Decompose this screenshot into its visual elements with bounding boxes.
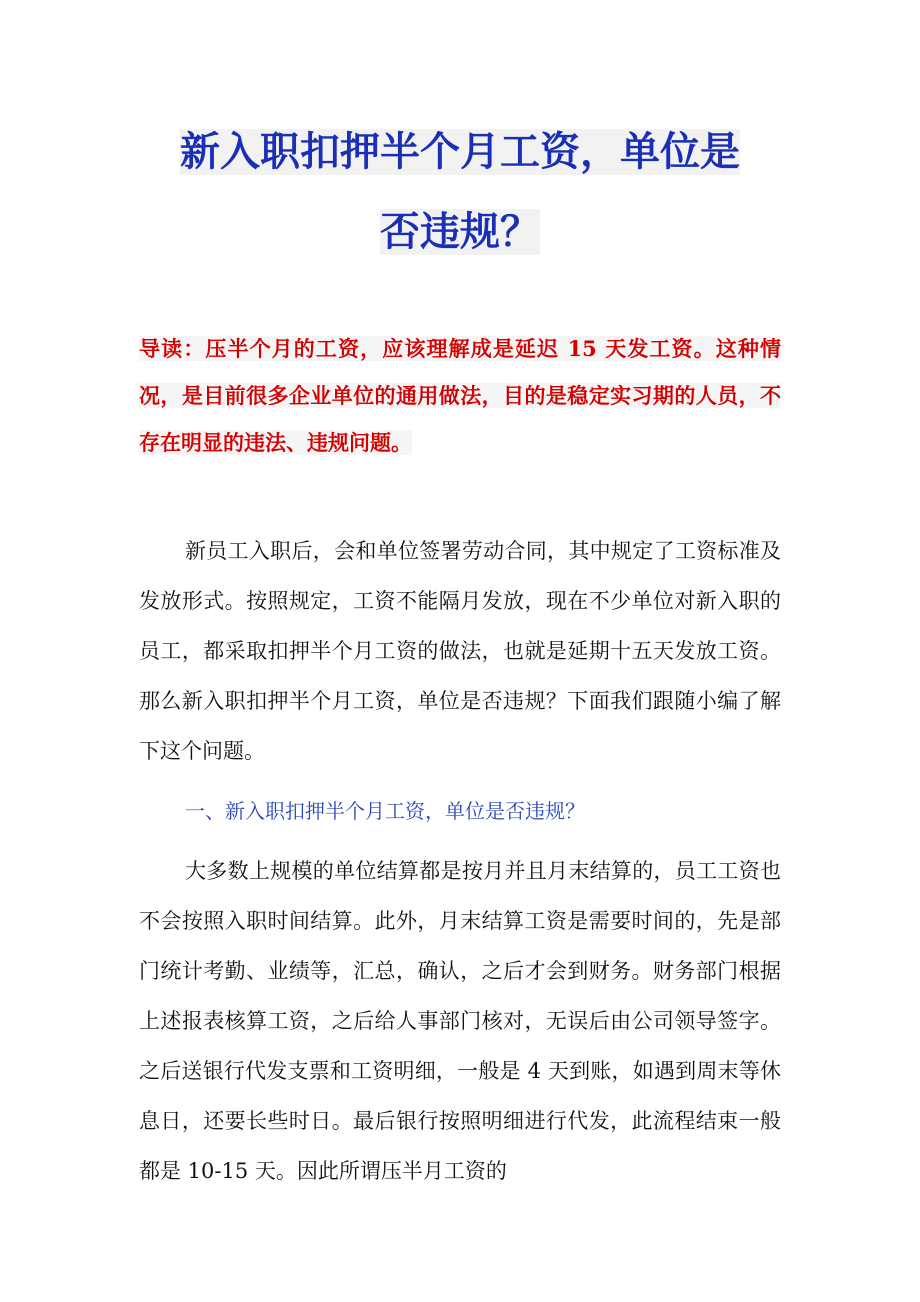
section-heading-1: 一、新入职扣押半个月工资，单位是否违规？ bbox=[185, 799, 585, 823]
intro-text: 导读：压半个月的工资，应该理解成是延迟 15 天发工资。这种情况，是目前很多企业单位的通用做法，目的是稳定实习期的人员，不存在明显的违法、违规问题。 bbox=[139, 336, 781, 455]
intro-summary bbox=[139, 325, 781, 466]
body-paragraph-2: 大多数上规模的单位结算都是按月并且月末结算的，员工工资也不会按照入职时间结算。此外，月末结算工资是需要时间的，先是部门统计考勤、业绩等，汇总，确认，之后才会到财务。财务部门根据上述报表核算工资，之后给人事部门核对，无误后由公司领导签字。之后送银行代发支票和工资明细，一般是 4 天到账，如遇到周末等休息日，还要长些时日。最后银行按照明细进行代发，此流程结束一般都是 10-15 天。因此所谓压半月工资的 bbox=[139, 859, 781, 1183]
document-title bbox=[139, 112, 781, 272]
title-line-2: 否违规？ bbox=[380, 209, 540, 255]
title-line-1: 新入职扣押半个月工资，单位是 bbox=[180, 129, 740, 175]
body-paragraph-1: 新员工入职后，会和单位签署劳动合同，其中规定了工资标准及发放形式。按照规定，工资不能隔月发放，现在不少单位对新入职的员工，都采取扣押半个月工资的做法，也就是延期十五天发放工资。那么新入职扣押半个月工资，单位是否违规？下面我们跟随小编了解下这个问题。 bbox=[139, 539, 781, 763]
